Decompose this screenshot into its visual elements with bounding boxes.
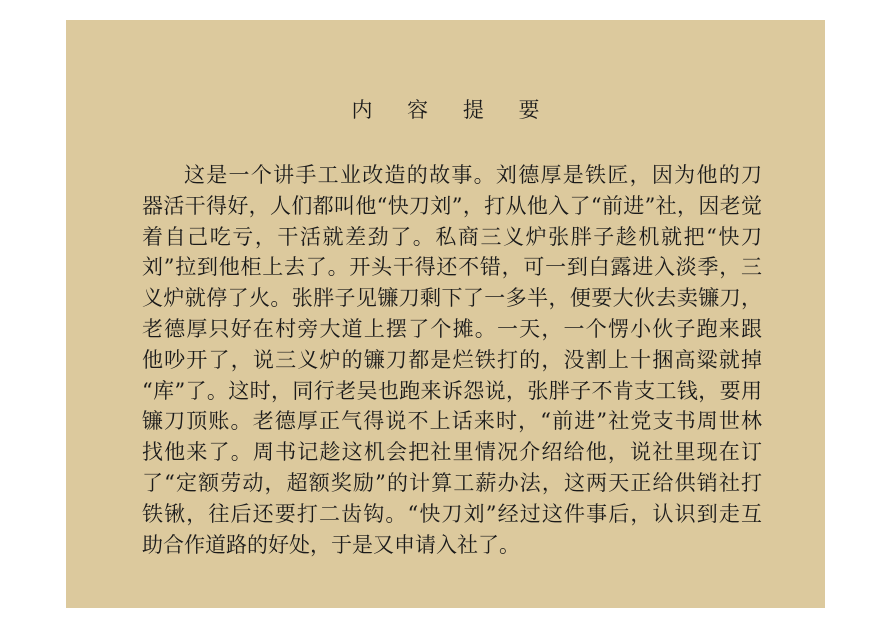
text-line: 找他来了。周书记趁这机会把社里情况介绍给他，说社里现在订 [142, 440, 762, 465]
text-line: 了“定额劳动，超额奖励”的计算工薪办法，这两天正给供销社打 [142, 470, 762, 495]
summary-text [142, 160, 762, 560]
text-line: 老德厚只好在村旁大道上摆了个摊。一天，一个愣小伙子跑来跟 [142, 316, 762, 341]
text-line: 刘”拉到他柜上去了。开头干得还不错，可一到白露进入淡季，三 [142, 255, 762, 280]
page-title: 内 容 提 要 [351, 98, 554, 122]
text-line: 义炉就停了火。张胖子见镰刀剩下了一多半，便要大伙去卖镰刀， [142, 286, 762, 311]
book-page [66, 20, 825, 608]
text-line: “库”了。这时，同行老吴也跑来诉怨说，张胖子不肯支工钱，要用 [142, 378, 762, 403]
text-line: 铁锹，往后还要打二齿钩。“快刀刘”经过这件事后，认识到走互 [142, 501, 762, 526]
text-line: 着自己吃亏，干活就差劲了。私商三义炉张胖子趁机就把“快刀 [142, 224, 762, 249]
text-line: 镰刀顶账。老德厚正气得说不上话来时，“前进”社党支书周世林 [142, 409, 762, 434]
text-line: 这是一个讲手工业改造的故事。刘德厚是铁匠，因为他的刀 [184, 163, 762, 187]
text-line: 他吵开了，说三义炉的镰刀都是烂铁打的，没割上十捆高粱就掉 [142, 347, 762, 372]
text-line: 器活干得好，人们都叫他“快刀刘”，打从他入了“前进”社，因老觉 [142, 193, 762, 218]
text-line: 助合作道路的好处，于是又申请入社了。 [142, 532, 520, 557]
